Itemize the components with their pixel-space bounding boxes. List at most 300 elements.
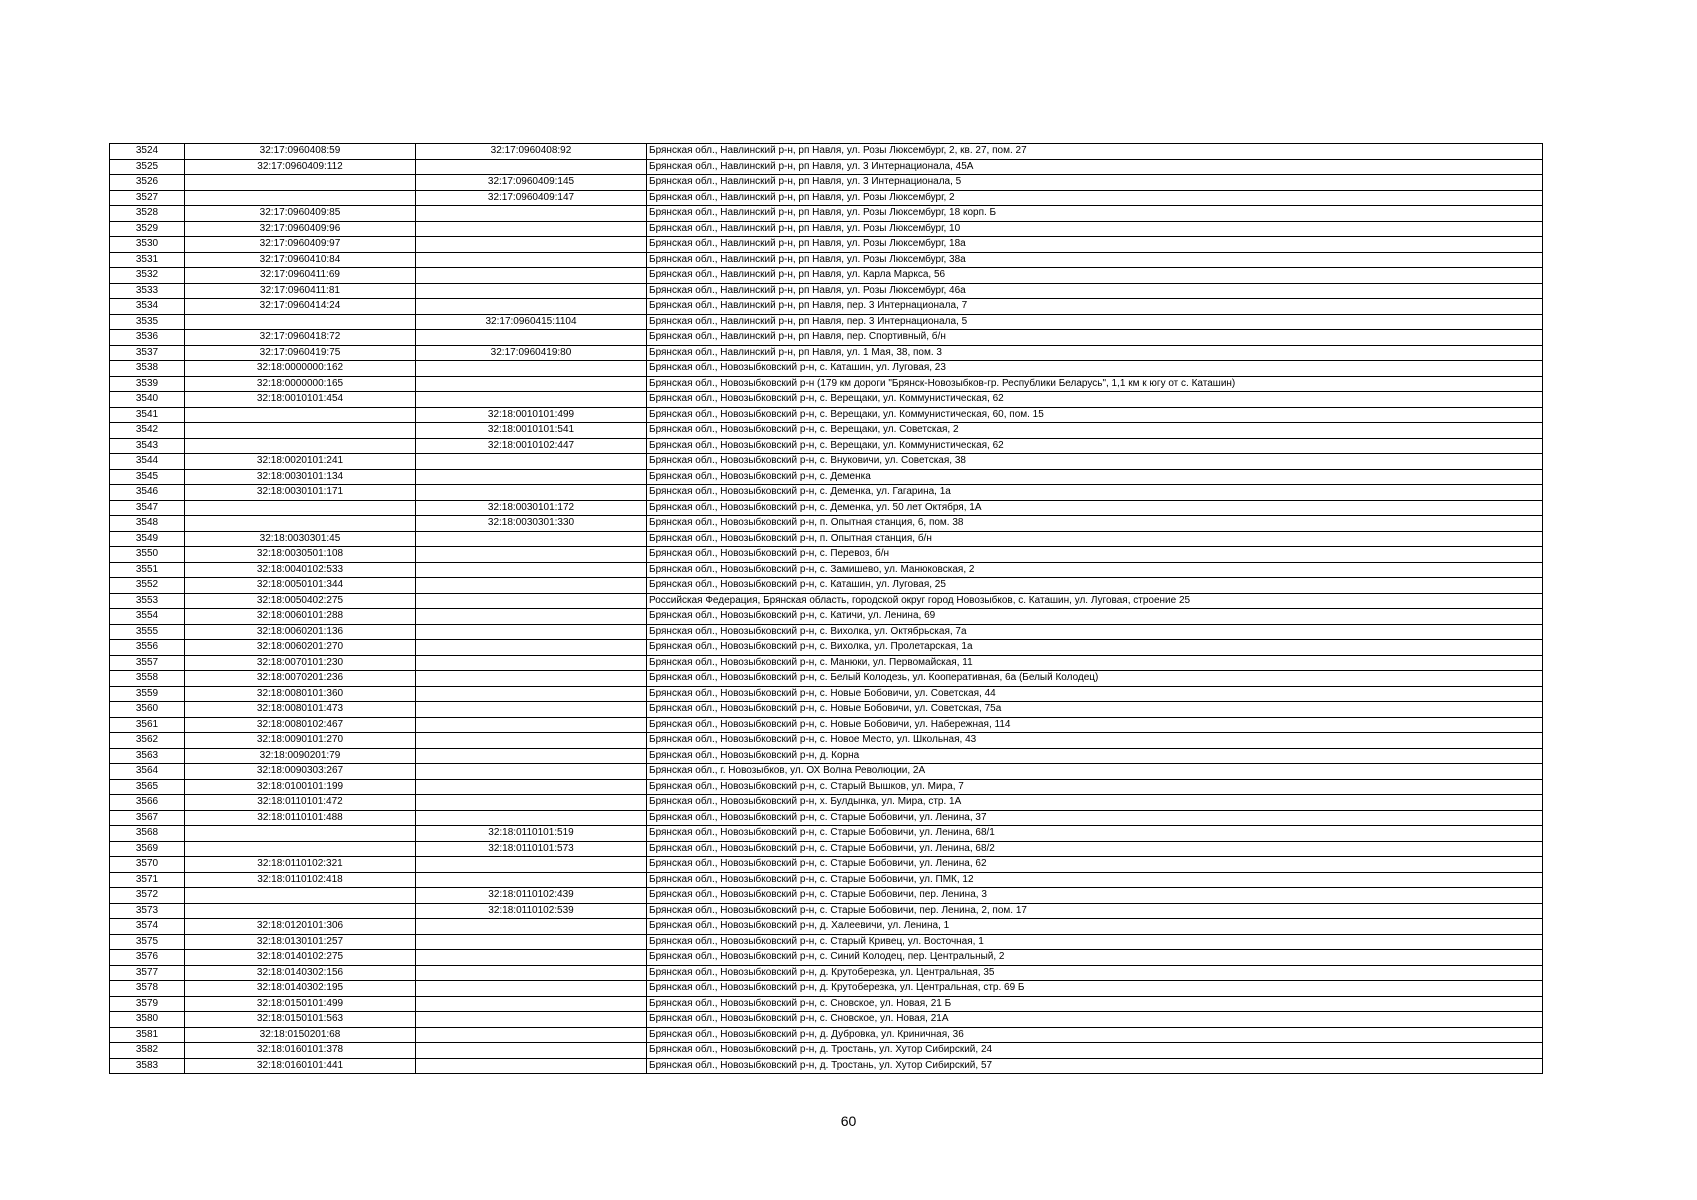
cadastral-number-cell: 32:17:0960408:59 [185,144,416,160]
row-number-cell: 3582 [110,1043,185,1059]
related-cadastral-number-cell [416,748,647,764]
row-number-cell: 3559 [110,686,185,702]
related-cadastral-number-cell [416,1012,647,1028]
cadastral-number-cell: 32:18:0090303:267 [185,764,416,780]
related-cadastral-number-cell [416,221,647,237]
related-cadastral-number-cell [416,872,647,888]
cadastral-number-cell: 32:18:0140102:275 [185,950,416,966]
table-row [110,702,1543,718]
related-cadastral-number-cell [416,578,647,594]
table-row [110,919,1543,935]
row-number-cell: 3524 [110,144,185,160]
cadastral-number-cell: 32:17:0960414:24 [185,299,416,315]
related-cadastral-number-cell [416,640,647,656]
related-cadastral-number-cell: 32:18:0030301:330 [416,516,647,532]
table-row [110,717,1543,733]
address-cell: Брянская обл., Новозыбковский р-н, с. Старые Бобовичи, пер. Ленина, 3 [647,888,1543,904]
address-cell: Брянская обл., Навлинский р-н, рп Навля, ул. Розы Люксембург, 2, кв. 27, пом. 27 [647,144,1543,160]
row-number-cell: 3563 [110,748,185,764]
row-number-cell: 3552 [110,578,185,594]
row-number-cell: 3540 [110,392,185,408]
address-cell: Брянская обл., Навлинский р-н, рп Навля, пер. 3 Интернационала, 5 [647,314,1543,330]
address-cell: Брянская обл., Новозыбковский р-н, д. Корна [647,748,1543,764]
table-row [110,764,1543,780]
table-row [110,965,1543,981]
related-cadastral-number-cell: 32:18:0010101:541 [416,423,647,439]
cadastral-number-cell [185,826,416,842]
table-row [110,376,1543,392]
table-row [110,1058,1543,1074]
related-cadastral-number-cell [416,779,647,795]
table-row [110,1043,1543,1059]
cadastral-number-cell: 32:17:0960411:81 [185,283,416,299]
address-cell: Брянская обл., Новозыбковский р-н, с. Старый Кривец, ул. Восточная, 1 [647,934,1543,950]
address-cell: Брянская обл., Навлинский р-н, рп Навля, ул. Розы Люксембург, 18 корп. Б [647,206,1543,222]
address-cell: Брянская обл., Новозыбковский р-н, с. Новые Бобовичи, ул. Советская, 75а [647,702,1543,718]
table-row [110,159,1543,175]
row-number-cell: 3556 [110,640,185,656]
cadastral-number-cell: 32:18:0080101:360 [185,686,416,702]
address-cell: Брянская обл., Новозыбковский р-н, с. Сновское, ул. Новая, 21 Б [647,996,1543,1012]
related-cadastral-number-cell [416,717,647,733]
row-number-cell: 3575 [110,934,185,950]
table-row [110,950,1543,966]
row-number-cell: 3562 [110,733,185,749]
address-cell: Брянская обл., Новозыбковский р-н, с. Деменка [647,469,1543,485]
cadastral-number-cell: 32:18:0110102:321 [185,857,416,873]
related-cadastral-number-cell [416,376,647,392]
table-row [110,407,1543,423]
table-row [110,841,1543,857]
related-cadastral-number-cell [416,1027,647,1043]
row-number-cell: 3570 [110,857,185,873]
address-cell: Брянская обл., Новозыбковский р-н, с. Вихолка, ул. Пролетарская, 1а [647,640,1543,656]
row-number-cell: 3547 [110,500,185,516]
address-cell: Брянская обл., Новозыбковский р-н, д. Дубровка, ул. Криничная, 36 [647,1027,1543,1043]
cadastral-number-cell [185,500,416,516]
related-cadastral-number-cell: 32:18:0110101:573 [416,841,647,857]
related-cadastral-number-cell [416,981,647,997]
cadastral-number-cell: 32:18:0010101:454 [185,392,416,408]
address-cell: Брянская обл., Новозыбковский р-н, с. Новые Бобовичи, ул. Советская, 44 [647,686,1543,702]
address-cell: Брянская обл., Новозыбковский р-н, с. Белый Колодезь, ул. Кооперативная, 6а (Белый Колодец) [647,671,1543,687]
cadastral-number-cell: 32:18:0150201:68 [185,1027,416,1043]
row-number-cell: 3529 [110,221,185,237]
address-cell: Брянская обл., Новозыбковский р-н, с. Верещаки, ул. Советская, 2 [647,423,1543,439]
row-number-cell: 3530 [110,237,185,253]
table-row [110,748,1543,764]
table-row [110,237,1543,253]
cadastral-number-cell: 32:18:0030101:171 [185,485,416,501]
table-row [110,733,1543,749]
row-number-cell: 3573 [110,903,185,919]
row-number-cell: 3580 [110,1012,185,1028]
cadastral-number-cell [185,423,416,439]
row-number-cell: 3528 [110,206,185,222]
row-number-cell: 3545 [110,469,185,485]
table-row [110,144,1543,160]
related-cadastral-number-cell: 32:17:0960419:80 [416,345,647,361]
address-cell: Брянская обл., Новозыбковский р-н, д. Крутоберезка, ул. Центральная, стр. 69 Б [647,981,1543,997]
address-cell: Брянская обл., Навлинский р-н, рп Навля, пер. Спортивный, б/н [647,330,1543,346]
related-cadastral-number-cell [416,531,647,547]
related-cadastral-number-cell [416,485,647,501]
related-cadastral-number-cell [416,655,647,671]
address-cell: Брянская обл., Новозыбковский р-н, с. Новое Место, ул. Школьная, 43 [647,733,1543,749]
table-row [110,609,1543,625]
address-cell: Брянская обл., Новозыбковский р-н, д. Тростань, ул. Хутор Сибирский, 24 [647,1043,1543,1059]
cadastral-number-cell: 32:17:0960410:84 [185,252,416,268]
related-cadastral-number-cell [416,764,647,780]
address-cell: Брянская обл., Новозыбковский р-н, с. Вихолка, ул. Октябрьская, 7а [647,624,1543,640]
cadastral-number-cell: 32:18:0160101:378 [185,1043,416,1059]
related-cadastral-number-cell [416,702,647,718]
cadastral-number-cell: 32:18:0000000:162 [185,361,416,377]
related-cadastral-number-cell [416,361,647,377]
address-cell: Брянская обл., Новозыбковский р-н, с. Старые Бобовичи, ул. Ленина, 68/2 [647,841,1543,857]
row-number-cell: 3542 [110,423,185,439]
table-row [110,190,1543,206]
row-number-cell: 3566 [110,795,185,811]
table-row [110,934,1543,950]
related-cadastral-number-cell [416,609,647,625]
table-row [110,888,1543,904]
row-number-cell: 3564 [110,764,185,780]
cadastral-number-cell: 32:18:0130101:257 [185,934,416,950]
address-cell: Брянская обл., Новозыбковский р-н, с. Катичи, ул. Ленина, 69 [647,609,1543,625]
table-row [110,795,1543,811]
address-cell: Российская Федерация, Брянская область, городской округ город Новозыбков, с. Каташин, ул. Луговая, строение 25 [647,593,1543,609]
row-number-cell: 3538 [110,361,185,377]
row-number-cell: 3571 [110,872,185,888]
cadastral-number-cell: 32:18:0060201:270 [185,640,416,656]
address-cell: Брянская обл., г. Новозыбков, ул. ОХ Волна Революции, 2А [647,764,1543,780]
related-cadastral-number-cell [416,1058,647,1074]
related-cadastral-number-cell: 32:18:0030101:172 [416,500,647,516]
row-number-cell: 3541 [110,407,185,423]
related-cadastral-number-cell [416,919,647,935]
address-cell: Брянская обл., Новозыбковский р-н, с. Верещаки, ул. Коммунистическая, 60, пом. 15 [647,407,1543,423]
address-cell: Брянская обл., Новозыбковский р-н, с. Верещаки, ул. Коммунистическая, 62 [647,438,1543,454]
related-cadastral-number-cell: 32:18:0110101:519 [416,826,647,842]
row-number-cell: 3574 [110,919,185,935]
row-number-cell: 3548 [110,516,185,532]
cadastral-number-cell: 32:17:0960409:85 [185,206,416,222]
address-cell: Брянская обл., Навлинский р-н, рп Навля, ул. Розы Люксембург, 2 [647,190,1543,206]
related-cadastral-number-cell [416,686,647,702]
row-number-cell: 3535 [110,314,185,330]
address-cell: Брянская обл., Новозыбковский р-н, с. Сновское, ул. Новая, 21А [647,1012,1543,1028]
related-cadastral-number-cell [416,934,647,950]
cadastral-number-cell: 32:18:0150101:563 [185,1012,416,1028]
related-cadastral-number-cell [416,330,647,346]
cadastral-number-cell: 32:17:0960411:69 [185,268,416,284]
table-row [110,981,1543,997]
table-row [110,531,1543,547]
row-number-cell: 3579 [110,996,185,1012]
cadastral-table [109,143,1543,1074]
cadastral-number-cell: 32:18:0080101:473 [185,702,416,718]
row-number-cell: 3583 [110,1058,185,1074]
related-cadastral-number-cell [416,857,647,873]
cadastral-number-cell: 32:18:0110101:488 [185,810,416,826]
cadastral-number-cell: 32:18:0060201:136 [185,624,416,640]
table-row [110,655,1543,671]
related-cadastral-number-cell [416,950,647,966]
table-body [110,144,1543,1074]
table-row [110,299,1543,315]
row-number-cell: 3561 [110,717,185,733]
address-cell: Брянская обл., Новозыбковский р-н, с. Старые Бобовичи, ул. Ленина, 62 [647,857,1543,873]
address-cell: Брянская обл., Новозыбковский р-н, с. Замишево, ул. Манюковская, 2 [647,562,1543,578]
page-number: 60 [840,1113,857,1129]
related-cadastral-number-cell [416,299,647,315]
related-cadastral-number-cell [416,206,647,222]
cadastral-number-cell [185,407,416,423]
related-cadastral-number-cell [416,996,647,1012]
cadastral-number-cell [185,841,416,857]
table-row [110,423,1543,439]
table-row [110,547,1543,563]
table-row [110,392,1543,408]
row-number-cell: 3537 [110,345,185,361]
row-number-cell: 3555 [110,624,185,640]
related-cadastral-number-cell [416,392,647,408]
cadastral-number-cell: 32:18:0050402:275 [185,593,416,609]
table-row [110,221,1543,237]
cadastral-number-cell: 32:17:0960419:75 [185,345,416,361]
table-row [110,872,1543,888]
related-cadastral-number-cell [416,237,647,253]
table-row [110,516,1543,532]
row-number-cell: 3543 [110,438,185,454]
related-cadastral-number-cell: 32:17:0960409:147 [416,190,647,206]
table-row [110,469,1543,485]
table-row [110,175,1543,191]
cadastral-number-cell [185,438,416,454]
cadastral-number-cell [185,903,416,919]
address-cell: Брянская обл., Навлинский р-н, рп Навля, ул. Розы Люксембург, 18а [647,237,1543,253]
row-number-cell: 3558 [110,671,185,687]
row-number-cell: 3532 [110,268,185,284]
address-cell: Брянская обл., Новозыбковский р-н, с. Деменка, ул. Гагарина, 1а [647,485,1543,501]
related-cadastral-number-cell: 32:17:0960408:92 [416,144,647,160]
row-number-cell: 3567 [110,810,185,826]
row-number-cell: 3526 [110,175,185,191]
table-row [110,438,1543,454]
row-number-cell: 3557 [110,655,185,671]
related-cadastral-number-cell: 32:17:0960409:145 [416,175,647,191]
related-cadastral-number-cell [416,795,647,811]
address-cell: Брянская обл., Новозыбковский р-н, с. Каташин, ул. Луговая, 25 [647,578,1543,594]
cadastral-number-cell: 32:17:0960418:72 [185,330,416,346]
table-row [110,779,1543,795]
cadastral-number-cell: 32:18:0160101:441 [185,1058,416,1074]
address-cell: Брянская обл., Новозыбковский р-н (179 км дороги "Брянск-Новозыбков-гр. Республики Беларусь", 1,1 км к югу от с. Каташин) [647,376,1543,392]
related-cadastral-number-cell [416,624,647,640]
table-row [110,330,1543,346]
cadastral-number-cell [185,516,416,532]
table-row [110,206,1543,222]
cadastral-number-cell: 32:18:0090101:270 [185,733,416,749]
row-number-cell: 3569 [110,841,185,857]
table-row [110,252,1543,268]
table-row [110,640,1543,656]
table-row [110,578,1543,594]
address-cell: Брянская обл., Новозыбковский р-н, п. Опытная станция, 6, пом. 38 [647,516,1543,532]
table-row [110,1012,1543,1028]
address-cell: Брянская обл., Навлинский р-н, рп Навля, ул. Розы Люксембург, 46а [647,283,1543,299]
address-cell: Брянская обл., Новозыбковский р-н, с. Каташин, ул. Луговая, 23 [647,361,1543,377]
row-number-cell: 3572 [110,888,185,904]
row-number-cell: 3549 [110,531,185,547]
cadastral-number-cell: 32:17:0960409:112 [185,159,416,175]
row-number-cell: 3527 [110,190,185,206]
row-number-cell: 3554 [110,609,185,625]
cadastral-number-cell: 32:18:0030101:134 [185,469,416,485]
row-number-cell: 3544 [110,454,185,470]
row-number-cell: 3546 [110,485,185,501]
table-row [110,562,1543,578]
related-cadastral-number-cell [416,733,647,749]
row-number-cell: 3531 [110,252,185,268]
address-cell: Брянская обл., Навлинский р-н, рп Навля, ул. Розы Люксембург, 10 [647,221,1543,237]
cadastral-number-cell: 32:18:0060101:288 [185,609,416,625]
table-row [110,283,1543,299]
table-row [110,857,1543,873]
row-number-cell: 3553 [110,593,185,609]
row-number-cell: 3533 [110,283,185,299]
related-cadastral-number-cell [416,810,647,826]
cadastral-number-cell: 32:18:0000000:165 [185,376,416,392]
row-number-cell: 3577 [110,965,185,981]
cadastral-number-cell: 32:18:0070101:230 [185,655,416,671]
row-number-cell: 3576 [110,950,185,966]
related-cadastral-number-cell [416,268,647,284]
related-cadastral-number-cell [416,283,647,299]
cadastral-number-cell: 32:18:0140302:195 [185,981,416,997]
related-cadastral-number-cell [416,593,647,609]
table-row [110,500,1543,516]
address-cell: Брянская обл., Новозыбковский р-н, с. Верещаки, ул. Коммунистическая, 62 [647,392,1543,408]
row-number-cell: 3536 [110,330,185,346]
address-cell: Брянская обл., Новозыбковский р-н, п. Опытная станция, б/н [647,531,1543,547]
related-cadastral-number-cell: 32:18:0110102:539 [416,903,647,919]
address-cell: Брянская обл., Новозыбковский р-н, с. Старые Бобовичи, пер. Ленина, 2, пом. 17 [647,903,1543,919]
cadastral-number-cell: 32:18:0110102:418 [185,872,416,888]
row-number-cell: 3534 [110,299,185,315]
address-cell: Брянская обл., Навлинский р-н, рп Навля, пер. 3 Интернационала, 7 [647,299,1543,315]
cadastral-number-cell: 32:17:0960409:96 [185,221,416,237]
address-cell: Брянская обл., Новозыбковский р-н, х. Булдынка, ул. Мира, стр. 1А [647,795,1543,811]
cadastral-number-cell: 32:18:0040102:533 [185,562,416,578]
address-cell: Брянская обл., Навлинский р-н, рп Навля, ул. 1 Мая, 38, пом. 3 [647,345,1543,361]
related-cadastral-number-cell: 32:18:0010101:499 [416,407,647,423]
related-cadastral-number-cell [416,469,647,485]
table-row [110,671,1543,687]
related-cadastral-number-cell [416,671,647,687]
row-number-cell: 3568 [110,826,185,842]
row-number-cell: 3560 [110,702,185,718]
row-number-cell: 3565 [110,779,185,795]
table-row [110,996,1543,1012]
row-number-cell: 3578 [110,981,185,997]
related-cadastral-number-cell [416,1043,647,1059]
address-cell: Брянская обл., Новозыбковский р-н, с. Синий Колодец, пер. Центральный, 2 [647,950,1543,966]
related-cadastral-number-cell [416,252,647,268]
table-row [110,485,1543,501]
related-cadastral-number-cell: 32:17:0960415:1104 [416,314,647,330]
cadastral-number-cell: 32:18:0100101:199 [185,779,416,795]
row-number-cell: 3525 [110,159,185,175]
address-cell: Брянская обл., Навлинский р-н, рп Навля, ул. 3 Интернационала, 45А [647,159,1543,175]
address-cell: Брянская обл., Новозыбковский р-н, д. Тростань, ул. Хутор Сибирский, 57 [647,1058,1543,1074]
cadastral-number-cell: 32:18:0050101:344 [185,578,416,594]
address-cell: Брянская обл., Новозыбковский р-н, с. Новые Бобовичи, ул. Набережная, 114 [647,717,1543,733]
related-cadastral-number-cell [416,562,647,578]
address-cell: Брянская обл., Новозыбковский р-н, с. Старые Бобовичи, ул. Ленина, 37 [647,810,1543,826]
cadastral-number-cell: 32:17:0960409:97 [185,237,416,253]
cadastral-number-cell [185,175,416,191]
cadastral-number-cell: 32:18:0090201:79 [185,748,416,764]
cadastral-number-cell [185,190,416,206]
table-row [110,686,1543,702]
cadastral-number-cell: 32:18:0030301:45 [185,531,416,547]
table-row [110,361,1543,377]
cadastral-number-cell: 32:18:0080102:467 [185,717,416,733]
table-row [110,903,1543,919]
row-number-cell: 3551 [110,562,185,578]
address-cell: Брянская обл., Новозыбковский р-н, д. Халеевичи, ул. Ленина, 1 [647,919,1543,935]
address-cell: Брянская обл., Новозыбковский р-н, с. Перевоз, б/н [647,547,1543,563]
address-cell: Брянская обл., Новозыбковский р-н, с. Старые Бобовичи, ул. Ленина, 68/1 [647,826,1543,842]
table-row [110,810,1543,826]
row-number-cell: 3550 [110,547,185,563]
table-row [110,268,1543,284]
address-cell: Брянская обл., Новозыбковский р-н, с. Старый Вышков, ул. Мира, 7 [647,779,1543,795]
address-cell: Брянская обл., Навлинский р-н, рп Навля, ул. Розы Люксембург, 38а [647,252,1543,268]
cadastral-number-cell [185,888,416,904]
cadastral-number-cell [185,314,416,330]
address-cell: Брянская обл., Новозыбковский р-н, с. Манюки, ул. Первомайская, 11 [647,655,1543,671]
cadastral-number-cell: 32:18:0030501:108 [185,547,416,563]
address-cell: Брянская обл., Навлинский р-н, рп Навля, ул. Карла Маркса, 56 [647,268,1543,284]
related-cadastral-number-cell [416,159,647,175]
related-cadastral-number-cell: 32:18:0110102:439 [416,888,647,904]
cadastral-number-cell: 32:18:0150101:499 [185,996,416,1012]
row-number-cell: 3581 [110,1027,185,1043]
address-cell: Брянская обл., Новозыбковский р-н, с. Старые Бобовичи, ул. ПМК, 12 [647,872,1543,888]
address-cell: Брянская обл., Навлинский р-н, рп Навля, ул. 3 Интернационала, 5 [647,175,1543,191]
table-row [110,314,1543,330]
table-row [110,593,1543,609]
address-cell: Брянская обл., Новозыбковский р-н, д. Крутоберезка, ул. Центральная, 35 [647,965,1543,981]
table-row [110,454,1543,470]
address-cell: Брянская обл., Новозыбковский р-н, с. Деменка, ул. 50 лет Октября, 1А [647,500,1543,516]
table-row [110,624,1543,640]
table-row [110,345,1543,361]
table-row [110,1027,1543,1043]
cadastral-number-cell: 32:18:0070201:236 [185,671,416,687]
address-cell: Брянская обл., Новозыбковский р-н, с. Внуковичи, ул. Советская, 38 [647,454,1543,470]
row-number-cell: 3539 [110,376,185,392]
related-cadastral-number-cell [416,454,647,470]
cadastral-number-cell: 32:18:0020101:241 [185,454,416,470]
related-cadastral-number-cell [416,965,647,981]
cadastral-number-cell: 32:18:0120101:306 [185,919,416,935]
related-cadastral-number-cell: 32:18:0010102:447 [416,438,647,454]
cadastral-number-cell: 32:18:0110101:472 [185,795,416,811]
